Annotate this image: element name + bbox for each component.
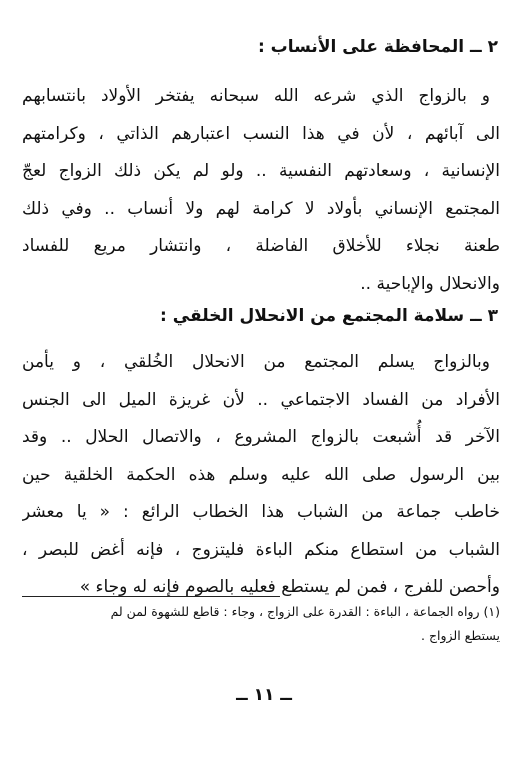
paragraph-line: الشباب من استطاع منكم الباءة فليتزوج ، فإنه أغض للبصر ، [22, 539, 500, 560]
paragraph-line: خاطب جماعة من الشباب هذا الخطاب الرائع : « يا معشر [22, 502, 500, 522]
paragraph-line: طعنة نجلاء للأخلاق الفاضلة ، وانتشار مريع للفساد [22, 236, 500, 256]
page-number: ــ ١١ ــ [236, 685, 292, 705]
paragraph-line: الأفراد من الفساد الاجتماعي .. لأن غريزة الميل الى الجنس [22, 389, 500, 410]
section-2-heading: ٢ ــ المحافظة على الأنساب : [257, 37, 498, 57]
paragraph-line: وأحصن للفرج ، فمن لم يستطع فعليه بالصوم فإنه له وجاء » [79, 577, 500, 597]
section-3-heading: ٣ ــ سلامة المجتمع من الانحلال الخلقي : [160, 306, 498, 326]
paragraph-line: وبالزواج يسلم المجتمع من الانحلال الخُلقي ، و يأمن [22, 352, 490, 372]
section-3-paragraph [22, 344, 500, 607]
paragraph-line: الى آبائهم ، لأن في هذا النسب اعتبارهم الذاتي ، وكرامتهم [22, 123, 500, 144]
footnote-line: (١) رواه الجماعة ، الباءة : القدرة على الزواج ، وجاء : قاطع للشهوة لمن لم [110, 604, 500, 619]
paragraph-line: المجتمع الإنساني بأولاد لا كرامة لهم ولا أنساب .. وفي ذلك [22, 198, 500, 219]
paragraph-line: الآخر قد أُشبعت بالزواج المشروع ، والاتصال الحلال .. وقد [22, 427, 500, 447]
paragraph-line: والانحلال والإباحية .. [360, 273, 500, 294]
footnote-divider [22, 596, 280, 597]
section-2-paragraph [22, 78, 500, 303]
paragraph-line: الإنسانية ، وسعادتهم النفسية .. ولو لم يكن ذلك الزواج لعجّ [22, 161, 500, 181]
footnote [22, 600, 500, 648]
paragraph-line: بين الرسول صلى الله عليه وسلم هذه الحكمة الخلقية حين [22, 464, 500, 485]
paragraph-line: و بالزواج الذي شرعه الله سبحانه يفتخر الأولاد بانتسابهم [22, 86, 490, 106]
footnote-line: يستطع الزواج . [421, 628, 500, 643]
